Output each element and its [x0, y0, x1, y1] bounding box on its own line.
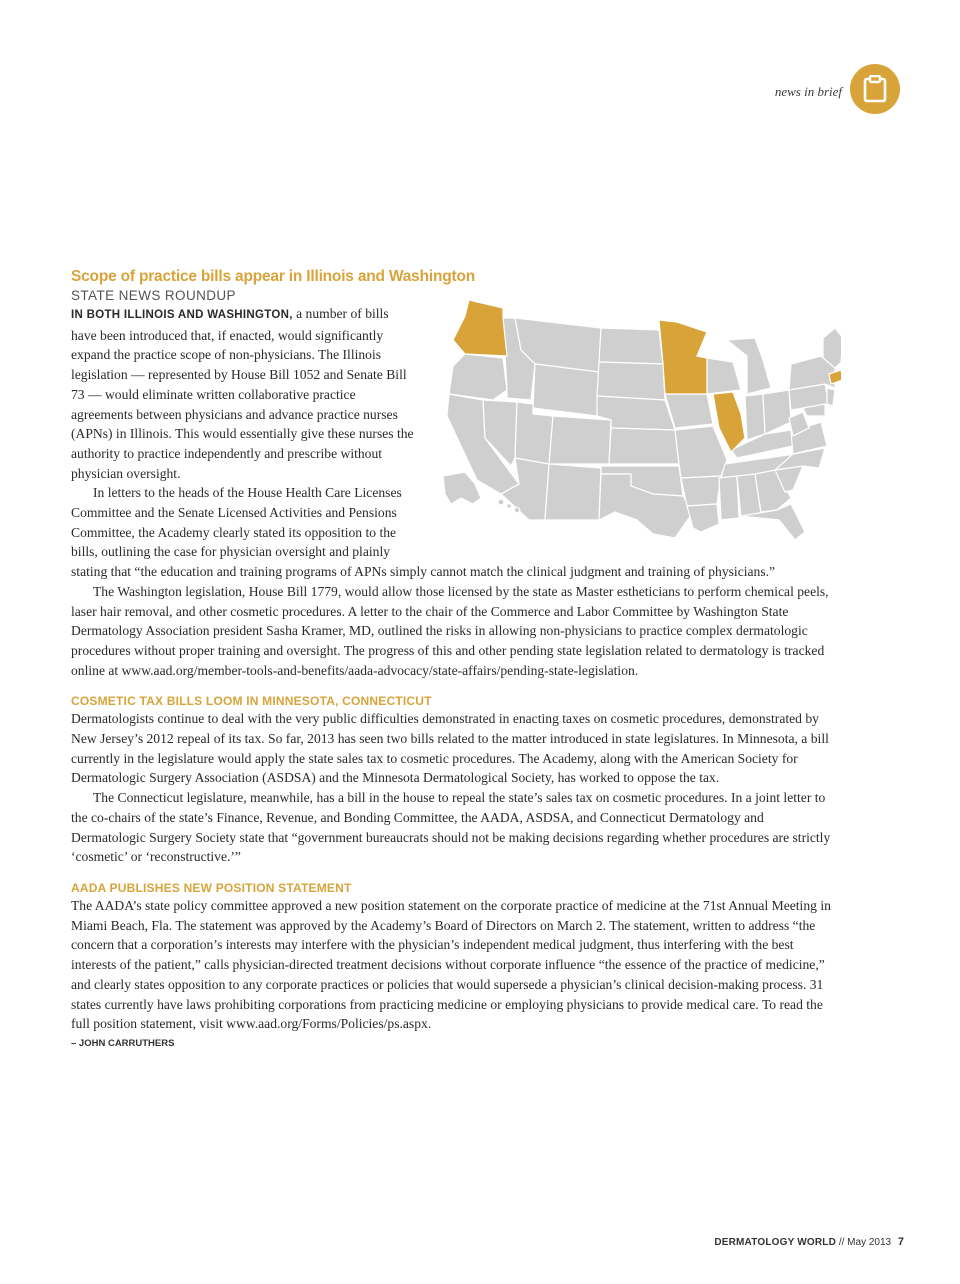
map-state-mississippi: [719, 476, 739, 520]
map-state-wyoming: [533, 364, 599, 416]
map-state-south-dakota: [597, 362, 665, 400]
map-hawaii-island: [507, 504, 512, 509]
article-paragraph: The AADA’s state policy committee approved a new position statement on the corporate practice of medicine at the 71st Annual Meeting in Miami Beach, Fla. The statement was approved by the Academy’s Board of Directors on March 2. The statement, written to address “the concern that a corporation’s interests may interfere with the physician’s independent medical judgment, thus interfering with the best interests of the patient,” calls physician-directed treatment decisions without corporate influence “the essence of the practice of medicine,” and clearly states opposition to any corporate practices or policies that would supersede a physician’s clinical decision-making process. 31 states currently have laws prohibiting corporations from practicing medicine or employing physicians to provide medical care. To read the full position statement, visit www.aad.org/Forms/Policies/ps.aspx.: [71, 897, 831, 1032]
page-footer: [714, 1236, 904, 1248]
map-state-arkansas: [681, 476, 721, 506]
map-state-ohio: [763, 390, 791, 434]
map-hawaii-island: [514, 507, 520, 513]
map-state-hawaii: [498, 499, 504, 505]
map-state-indiana: [745, 394, 765, 440]
section-badge: [850, 64, 900, 114]
clipboard-icon: [863, 75, 887, 103]
article-headline: Scope of practice bills appear in Illinois and Washington: [71, 268, 476, 285]
subheading-cosmetic-tax: COSMETIC TAX BILLS LOOM IN MINNESOTA, CONNECTICUT: [71, 694, 432, 709]
map-state-minnesota: [659, 320, 707, 394]
article-paragraph: The Washington legislation, House Bill 1779, would allow those licensed by the state as Master estheticians to perform chemical peels, laser hair removal, and other cosmetic procedures. A letter to the chair of the Commerce and Labor Committee by Washington State Dermatology Association president Sasha Kramer, MD, outlined the risks in allowing non-physicians to practice complex dermatologic procedures without proper training and oversight. The progress of this and other pending state legislation related to dermatology is tracked online at www.aad.org/member-tools-and-benefits/aada-advocacy/state-affairs/pending-state-legislation.: [71, 583, 829, 678]
map-state-wisconsin: [707, 358, 741, 394]
map-state-louisiana: [687, 504, 719, 532]
map-state-kansas: [609, 428, 679, 464]
map-state-oregon: [449, 354, 507, 400]
map-state-new-jersey: [827, 388, 835, 406]
article-paragraph: The Connecticut legislature, meanwhile, has a bill in the house to repeal the state’s sales tax on cosmetic procedures. In a joint letter to the co-chairs of the state’s Finance, Revenue, and Bonding Committee, the AADA, ASDSA, and Connecticut Dermatology and Dermatologic Surgery Society state that “government bureaucrats should not be making decisions regarding whether procedures are strictly ‘cosmetic’ or ‘reconstructive.’”: [71, 790, 831, 865]
us-map: [431, 298, 841, 540]
lead-in: IN BOTH ILLINOIS AND WASHINGTON,: [71, 309, 293, 321]
section-label: news in brief: [774, 84, 842, 99]
article-paragraph: In letters to the heads of the House Health Care Licenses Committee and the Senate Licensed Activities and Pensions Committee, the Academy clearly stated its opposition to the bills, outlining the case for physician oversight and plainly stating that “the education and training programs of APNs simply cannot match the clinical judgment and training of physicians.”: [71, 485, 776, 580]
page-number: 7: [897, 1236, 904, 1248]
article-paragraph: Dermatologists continue to deal with the very public difficulties demonstrated in enacting taxes on cosmetic procedures, demonstrated by New Jersey’s 2012 repeal of its tax. So far, 2013 has seen two bills related to the matter introduced in state legislatures. In Minnesota, a bill currently in the legislature would apply the state sales tax to cosmetic procedures. The Academy, along with the American Society for Dermatologic Surgery Association (ASDSA) and the Minnesota Dermatological Society, has worked to oppose the tax.: [71, 711, 829, 786]
map-state-utah: [515, 402, 553, 464]
footer-separator: //: [838, 1237, 845, 1248]
article-text: a number of bills have been introduced that, if enacted, would significantly expand the practice scope of non-physicians. The Illinois legislation — represented by House Bill 1052 and Senate Bill 73 — would eliminate written collaborative practice agreements between physicians and advance practice nurses (APNs) in Illinois. This would essentially give these nurses the authority to practice independently and prescribe without physician oversight.: [71, 306, 414, 481]
map-state-colorado: [549, 416, 611, 464]
article-column: [71, 268, 841, 1049]
subheading-position-statement: AADA PUBLISHES NEW POSITION STATEMENT: [71, 880, 352, 895]
article-kicker: STATE NEWS ROUNDUP: [71, 288, 236, 303]
issue-date: May 2013: [847, 1237, 892, 1248]
byline: – JOHN CARRUTHERS: [71, 1037, 175, 1049]
map-state-washington: [453, 300, 507, 356]
map-state-missouri: [675, 426, 727, 478]
publication-name: DERMATOLOGY WORLD: [714, 1237, 837, 1248]
map-state-new-mexico: [545, 464, 601, 520]
map-state-north-dakota: [599, 328, 663, 364]
